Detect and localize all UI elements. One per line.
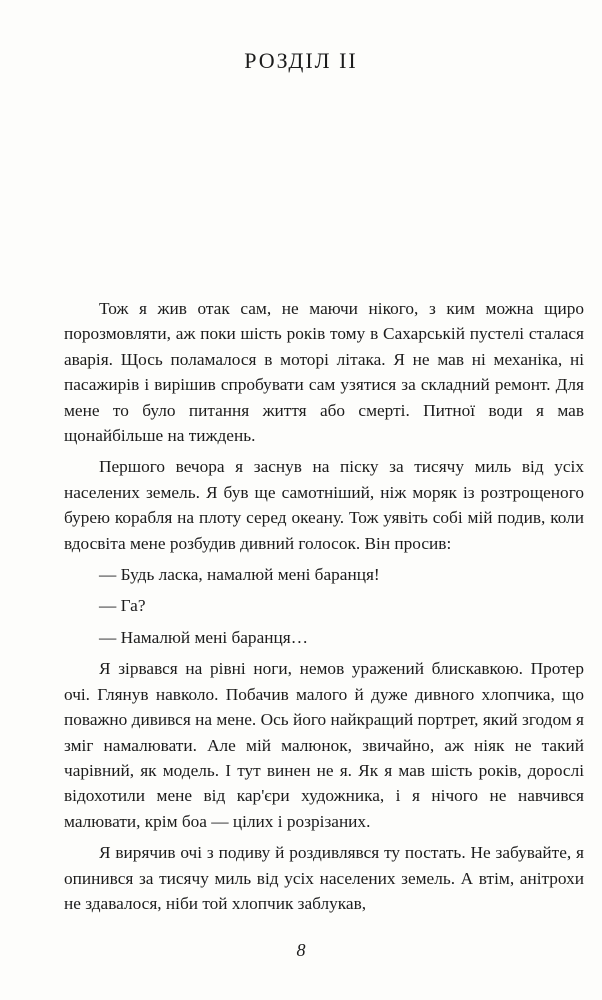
chapter-title: РОЗДІЛ II xyxy=(244,48,358,73)
dialog-line: — Будь ласка, намалюй мені баранця! xyxy=(99,565,380,585)
page-number: 8 xyxy=(296,940,306,960)
dialog-line: — Га? xyxy=(99,596,146,616)
paragraph: Першого вечора я заснув на піску за тисячу миль від усіх населених земель. Я був ще самотніший, ніж моряк із розтрощеного бурею корабля на плоту серед океану. Тож уявіть собі мій подив, коли вдосвіта мене розбудив дивний голосок. Він просив: xyxy=(64,457,584,553)
paragraph: Я зірвався на рівні ноги, немов уражений блискавкою. Протер очі. Глянув навколо. Побачив малого й дуже дивного хлопчика, що поважно дивився на мене. Ось його найкращий портрет, який згодом я зміг намалювати. Але мій малюнок, звичайно, аж ніяк не такий чарівний, як модель. І тут винен не я. Як я мав шість років, дорослі відохотили мене від кар'єри художника, і я нічого не навчився малювати, крім боа — цілих і розрізаних. xyxy=(64,659,584,831)
dialog-line: — Намалюй мені баранця… xyxy=(99,627,308,647)
paragraph: Тож я жив отак сам, не маючи нікого, з ким можна щиро порозмовляти, аж поки шість років тому в Сахарській пустелі сталася аварія. Щось поламалося в моторі літака. Я не мав ні механіка, ні пасажирів і вирішив спробувати сам узятися за складний ремонт. Для мене то було питання життя або смерті. Питної води я мав щонайбільше на тиждень. xyxy=(64,299,584,446)
body-text xyxy=(64,296,584,922)
paragraph: Я вирячив очі з подиву й роздивлявся ту постать. Не забувайте, я опинився за тисячу миль від усіх населених земель. А втім, анітрохи не здавалося, ніби той хлопчик заблукав, xyxy=(64,843,584,913)
